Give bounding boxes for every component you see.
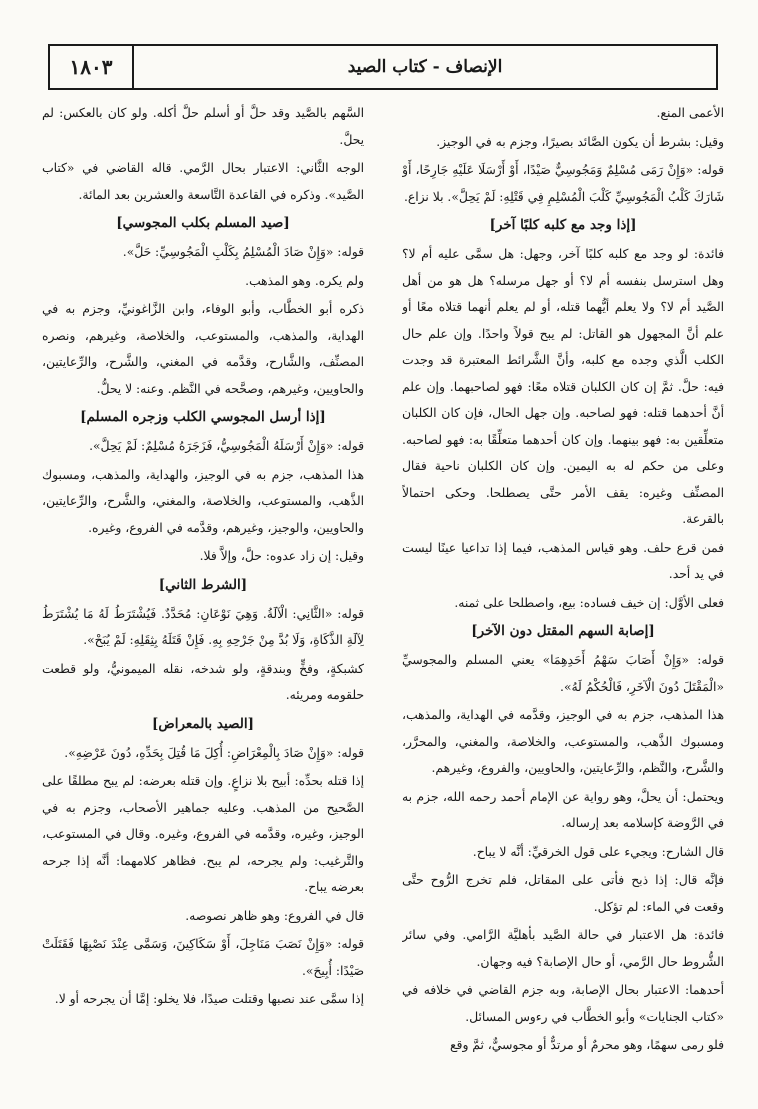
paragraph: قال في الفروع: وهو ظاهر نصوصه. <box>185 908 364 923</box>
page-title: الإنصاف - كتاب الصيد <box>347 57 503 77</box>
paragraph: قوله: «وَإِنْ صَادَ الْمُسْلِمُ بِكَلْبِ الْمَجُوسِيِّ: حَلَّ». <box>122 245 364 259</box>
paragraph: وقيل: بشرط أن يكون الصَّائد بصيرًا، وجزم به في الوجيز. <box>436 134 724 149</box>
paragraph: فعلى الأوَّل: إن خيف فساده: بيع، واصطلحا على ثمنه. <box>454 595 724 610</box>
section-heading: [إذا وجد مع كلبه كلبًا آخر] <box>489 217 637 233</box>
paragraph: ويحتمل: أن يحلَّ، وهو رواية عن الإمام أحمد رحمه الله، جزم به في الرَّوضة كإسلامه بعد إرساله. <box>402 789 724 830</box>
paragraph: فائدة: هل الاعتبار في حالة الصَّيد بأهليَّة الرَّامي. وفي سائر الشُّروط حال الرَّمي، أو حال الإصابة؟ فيه وجهان. <box>402 928 724 969</box>
paragraph: إذا قتله بحدِّه: أبيح بلا نزاعٍ. وإن قتله بعرضه: لم يبح مطلقًا على الصَّحيح من المذهب. وعليه جماهير الأصحاب، وجزم به في الوجيز، وغيره، وقدَّمه في الفروع، وغيره. وقال في المستوعب، والتَّرغيب: ولم يجرحه، لم يبح. فظاهر كلامهما: أنَّه إذا جرحه بعرضه يباح. <box>42 774 364 894</box>
page-header <box>48 44 718 90</box>
right-column <box>402 100 724 1100</box>
paragraph: قوله: «وَإِنْ صَادَ بِالْمِعْرَاضِ: أُكِلَ مَا قُتِلَ بِحَدِّهِ، دُونَ عَرْضِهِ». <box>64 745 364 760</box>
paragraph: قوله: «وَإِنْ أَرْسَلَهُ الْمَجُوسِيُّ، فَزَجَرَهُ مُسْلِمٌ: لَمْ يَحِلَّ». <box>89 439 364 453</box>
section-heading: [إصابة السهم المقتل دون الآخر] <box>471 623 655 639</box>
text-columns <box>42 100 724 1100</box>
paragraph: الأعمى المنع. <box>656 106 724 120</box>
paragraph: فإنَّه قال: إذا ذبح فأتى على المقاتل، فلم تخرج الرُّوح حتَّى وقعت في الماء: لم تؤكل. <box>402 873 724 914</box>
paragraph: قوله: «وَإِنْ أَصَابَ سَهْمُ أَحَدِهِمَا» يعني المسلم والمجوسيِّ «الْمَقْتَلَ دُونَ الْآخَرِ، فَالْحُكْمُ لَهُ». <box>402 653 724 694</box>
paragraph: هذا المذهب، جزم به في الوجيز، والهداية، والمذهب، ومسبوك الذَّهب، والمستوعب، والخلاصة، والمغني، والشَّرح، والرِّعايتين، والحاويين، والوجيز، وغيرهم، وقدَّمه في الفروع، وغيره. <box>42 467 364 535</box>
paragraph: فائدة: لو وجد مع كلبه كلبًا آخر، وجهل: هل سمَّى عليه أم لا؟ وهل استرسل بنفسه أم لا؟ أو جهل مرسله؟ هل هو من أهل الصَّيد أم لا؟ ولا يعلم أيُّهما قتله، أو لم يعلم أنهما قتلاه معًا أو علم أنَّ المجهول هو القاتل: لم يبح قولاً واحدًا. وإن علم حال الكلب الَّذي وجده مع كلبه، وأنَّ الشَّرائط المعتبرة قد وجدت فيه: حلَّ. ثمَّ إن كان الكلبان قتلاه معًا: فهو لصاحبهما. وإن علم أنَّ أحدهما قتله: فهو لصاحبه. وإن جهل الحال، فإن كان الكلبان متعلِّقين به: فهو بينهما. وإن كان أحدهما متعلِّقًا به: فهو لصاحبه. وعلى من حكم له به اليمين. وإن كان الكلبان ناحية فقال المصنِّف وغيره: يقف الأمر حتَّى يصطلحا. وحكى احتمالاً بالقرعة. <box>402 247 724 526</box>
paragraph: أحدهما: الاعتبار بحال الإصابة، وبه جزم القاضي في خلافه في «كتاب الجنايات» وأبو الخطَّاب في رءوس المسائل. <box>402 983 724 1024</box>
paragraph: قال الشارح: ويجيء على قول الخرقيِّ: أنَّه لا يباح. <box>472 844 724 859</box>
paragraph: قوله: «الثَّانِي: الْآلَةُ. وَهِيَ نَوْعَانِ: مُحَدَّدٌ. فَيُشْتَرَطُ لَهُ مَا يُشْتَرَطُ لِآلَةِ الذَّكَاةِ، وَلَا بُدَّ مِنْ جَرْحِهِ بِهِ. فَإِنْ قَتَلَهُ بِثِقَلِهِ: لَمْ يُبَحْ». <box>42 606 364 647</box>
paragraph: هذا المذهب، جزم به في الوجيز، وقدَّمه في الهداية، والمذهب، ومسبوك الذَّهب، والمستوعب، والخلاصة، والمغني، والمحرَّر، والشَّرح، والنَّظم، والرِّعايتين، والحاويين، والفروع، وغيرهم. <box>402 708 724 775</box>
paragraph: كشبكةٍ، وفخٍّ وبندقةٍ، ولو شدخه، نقله الميمونيُّ، ولو قطعت حلقومه ومريئه. <box>42 661 364 702</box>
section-heading: [الصيد بالمعراض] <box>151 715 255 732</box>
paragraph: ولم يكره. وهو المذهب. <box>245 273 364 288</box>
paragraph: فلو رمى سهمًا، وهو محرمٌ أو مرتدٌّ أو مجوسيٌّ، ثمَّ وقع <box>450 1038 724 1052</box>
paragraph: إذا سمَّى عند نصبها وقتلت صيدًا، فلا يخلو: إمَّا أن يجرحه أو لا. <box>54 992 364 1006</box>
left-column <box>42 100 364 1100</box>
paragraph: السَّهم بالصَّيد وقد حلَّ أو أسلم حلَّ أكله. ولو كان بالعكس: لم يحلَّ. <box>42 106 364 147</box>
section-heading: [إذا أرسل المجوسي الكلب وزجره المسلم] <box>80 409 326 425</box>
section-heading: [صيد المسلم بكلب المجوسي] <box>116 215 290 231</box>
page-number: ١٨٠٣ <box>50 46 134 88</box>
paragraph: فمن قرع حلف. وهو قياس المذهب، فيما إذا تداعيا عينًا ليست في يد أحد. <box>402 540 724 581</box>
section-heading: [الشرط الثاني] <box>158 576 248 593</box>
paragraph: قوله: «وَإِنْ نَصَبَ مَنَاجِلَ، أَوْ سَكَاكِينَ، وَسَمَّى عِنْدَ نَصْبِهَا فَقَتَلَتْ صَيْدًا: أُبِيحَ». <box>42 937 364 978</box>
paragraph: ذكره أبو الخطَّاب، وأبو الوفاء، وابن الزَّاغونيِّ، وجزم به في الهداية، والمذهب، والمستوعب، والخلاصة، وغيرهم، ونصره المصنِّف، والشَّارح، وقدَّمه في المغني، والشَّرح، والرِّعايتين، والحاويين، وغيرهم، وصحَّحه في النَّظم. وعنه: لا يحلُّ. <box>42 302 364 396</box>
paragraph: وقيل: إن زاد عدوه: حلَّ، وإلاَّ فلا. <box>199 549 364 563</box>
paragraph: الوجه الثَّاني: الاعتبار بحال الرَّمي. قاله القاضي في «كتاب الصَّيد». وذكره في القاعدة التَّاسعة والعشرين بعد المائة. <box>42 161 364 202</box>
paragraph: قوله: «وَإِنْ رَمَى مُسْلِمٌ وَمَجُوسِيٌّ صَيْدًا، أَوْ أَرْسَلَا عَلَيْهِ جَارِحًا، أَوْ شَارَكَ كَلْبُ الْمَجُوسِيِّ كَلْبَ الْمُسْلِمِ فِي قَتْلِهِ: لَمْ يَحِلَّ». بلا نزاع. <box>402 163 724 204</box>
